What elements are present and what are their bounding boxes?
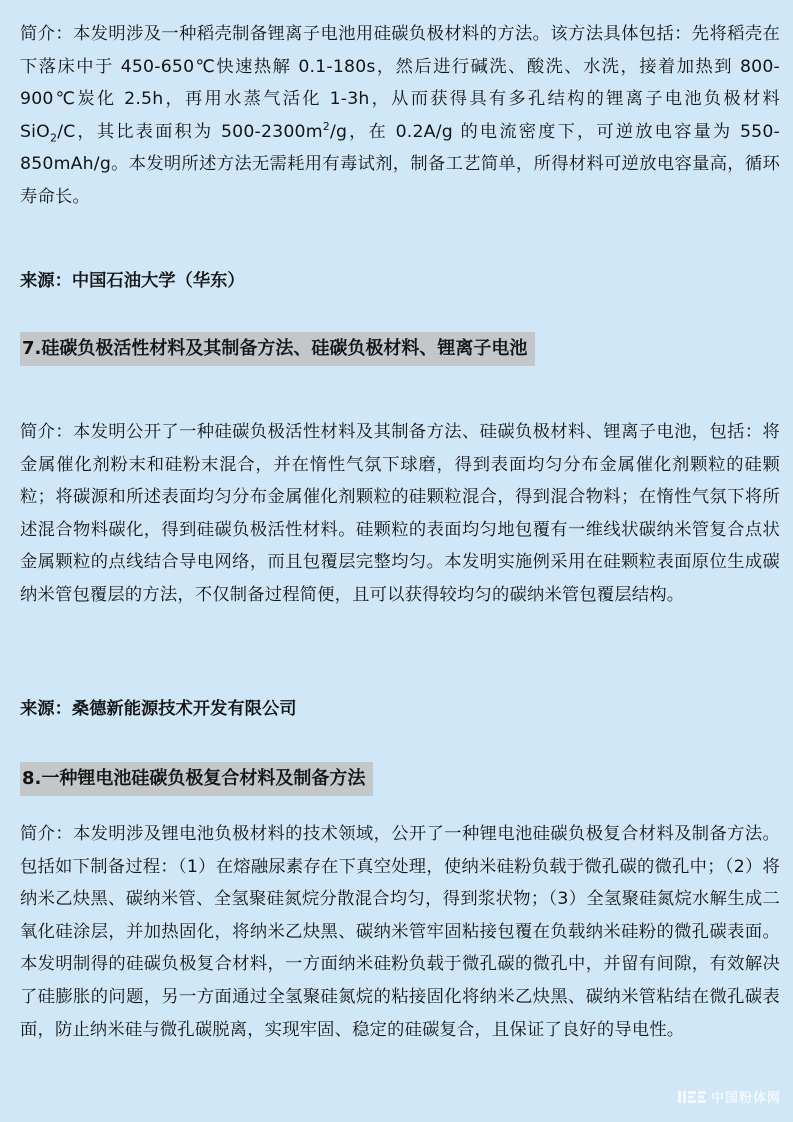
intro-text-part: /g，在 0.2A/g 的电流密度下，可逆放电容量为 550-850mAh/g。本发明所述方法无需耗用有毒试剂，制备工艺简单，所得材料可逆放电容量高，循环寿命长。	[20, 121, 780, 207]
patent-intro-8: 简介：本发明涉及锂电池负极材料的技术领域，公开了一种锂电池硅碳负极复合材料及制备方法。包括如下制备过程：（1）在熔融尿素存在下真空处理，使纳米硅粉负载于微孔碳的微孔中；（2）将纳米乙炔黑、碳纳米管、全氢聚硅氮烷分散混合均匀，得到浆状物；（3）全氢聚硅氮烷水解生成二氧化硅涂层，并加热固化，将纳米乙炔黑、碳纳米管牢固粘接包覆在负载纳米硅粉的微孔碳表面。本发明制得的硅碳负极复合材料，一方面纳米硅粉负载于微孔碳的微孔中，并留有间隙，有效解决了硅膨胀的问题，另一方面通过全氢聚硅氮烷的粘接固化将纳米乙炔黑、碳纳米管粘结在微孔碳表面，防止纳米硅与微孔碳脱离，实现牢固、稳定的硅碳复合，且保证了良好的导电性。	[20, 824, 780, 1040]
patent-heading-7: 7.硅碳负极活性材料及其制备方法、硅碳负极材料、锂离子电池	[20, 332, 535, 366]
cnpowder-logo-icon	[677, 1088, 707, 1106]
intro-text-part: /C，其比表面积为 500-2300m	[57, 121, 323, 142]
intro-text-part: 简介：本发明涉及一种稻壳制备锂离子电池用硅碳负极材料的方法。该方法具体包括：先将稻壳在下落床中于 450-650℃快速热解 0.1-180s，然后进行碱洗、酸洗、水洗，接着加热到 800-900℃炭化 2.5h，再用水蒸气活化 1-3h，从而获得具有多孔结构的锂离子电池负极材料 SiO	[20, 24, 780, 142]
patent-heading-8: 8.一种锂电池硅碳负极复合材料及制备方法	[20, 762, 373, 796]
patent-intro-6	[20, 18, 780, 214]
watermark-text: 中国粉体网	[710, 1091, 781, 1106]
patent-intro-7: 简介：本发明公开了一种硅碳负极活性材料及其制备方法、硅碳负极材料、锂离子电池，包括：将金属催化剂粉末和硅粉末混合，并在惰性气氛下球磨，得到表面均匀分布金属催化剂颗粒的硅颗粒；将碳源和所述表面均匀分布金属催化剂颗粒的硅颗粒混合，得到混合物料；在惰性气氛下将所述混合物料碳化，得到硅碳负极活性材料。硅颗粒的表面均匀地包覆有一维线状碳纳米管复合点状金属颗粒的点线结合导电网络，而且包覆层完整均匀。本发明实施例采用在硅颗粒表面原位生成碳纳米管包覆层的方法，不仅制备过程简便，且可以获得较均匀的碳纳米管包覆层结构。	[20, 422, 780, 605]
subscript-2: 2	[49, 131, 58, 145]
superscript-2: 2	[322, 120, 330, 134]
patent-source-7: 来源：桑德新能源技术开发有限公司	[20, 699, 297, 719]
site-watermark	[677, 1087, 781, 1106]
patent-source-6: 来源：中国石油大学（华东）	[20, 271, 245, 291]
